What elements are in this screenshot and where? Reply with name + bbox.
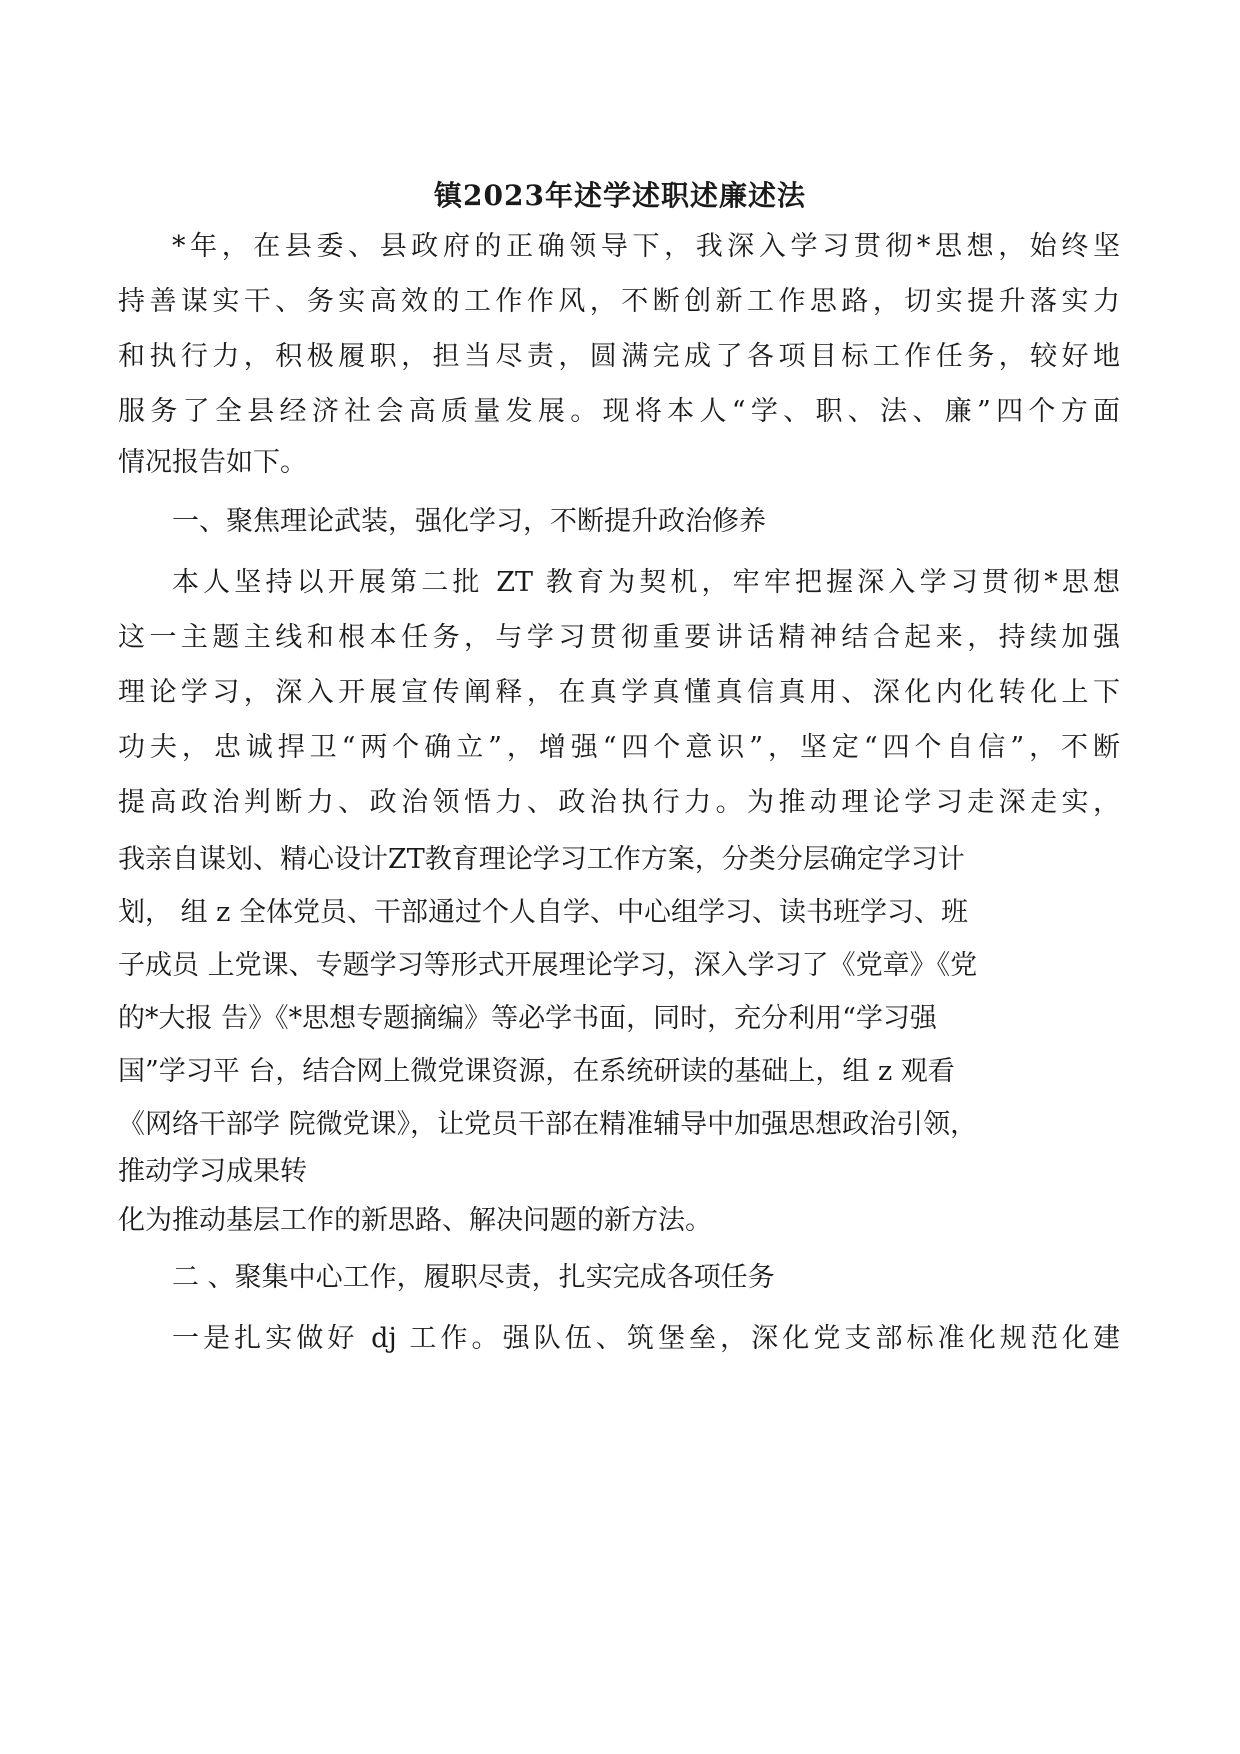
document-title: 镇2023年述学述职述廉述法 xyxy=(434,179,806,212)
text-line: *年，在县委、县政府的正确领导下，我深入学习贯彻*思想，始终坚 xyxy=(172,231,1120,262)
text-line: 服务了全县经济社会高质量发展。现将本人“学、职、法、廉”四个方面 xyxy=(118,396,1120,427)
text-line: 提高政治判断力、政治领悟力、政治执行力。为推动理论学习走深走实， xyxy=(118,787,1120,818)
text-line: 子成员 上党课、专题学习等形式开展理论学习，深入学习了《党章》《党 xyxy=(118,950,978,981)
text-line: 功夫，忠诚捍卫“两个确立”，增强“四个意识”，坚定“四个自信”，不断 xyxy=(118,732,1120,763)
text-line: 我亲自谋划、精心设计ZT教育理论学习工作方案，分类分层确定学习计 xyxy=(118,844,965,875)
section-heading: 二 、聚集中心工作，履职尽责，扎实完成各项任务 xyxy=(172,1262,775,1293)
text-line: 一是扎实做好 dj 工作。强队伍、筑堡垒，深化党支部标准化规范化建 xyxy=(172,1323,1120,1354)
text-line: 《网络干部学 院微党课》，让党员干部在精准辅导中加强思想政治引领， xyxy=(118,1109,978,1140)
text-line: 化为推动基层工作的新思路、解决问题的新方法。 xyxy=(118,1205,712,1236)
text-line: 国”学习平 台，结合网上微党课资源，在系统研读的基础上，组 z 观看 xyxy=(118,1056,955,1087)
text-line: 和执行力，积极履职，担当尽责，圆满完成了各项目标工作任务，较好地 xyxy=(118,341,1120,372)
text-line: 持善谋实干、务实高效的工作作风，不断创新工作思路，切实提升落实力 xyxy=(118,286,1120,317)
section-heading: 一、聚焦理论武装，强化学习，不断提升政治修养 xyxy=(172,506,766,537)
text-line: 本人坚持以开展第二批 ZT 教育为契机，牢牢把握深入学习贯彻*思想 xyxy=(172,567,1120,598)
text-line: 划， 组 z 全体党员、干部通过个人自学、中心组学习、读书班学习、班 xyxy=(118,897,968,928)
text-line: 这一主题主线和根本任务，与学习贯彻重要讲话精神结合起来，持续加强 xyxy=(118,622,1120,653)
text-line: 理论学习，深入开展宣传阐释，在真学真懂真信真用、深化内化转化上下 xyxy=(118,677,1120,708)
text-line: 的*大报 告》《*思想专题摘编》等必学书面，同时，充分利用“学习强 xyxy=(118,1003,937,1034)
text-line: 推动学习成果转 xyxy=(118,1156,307,1187)
text-line: 情况报告如下。 xyxy=(118,447,307,478)
